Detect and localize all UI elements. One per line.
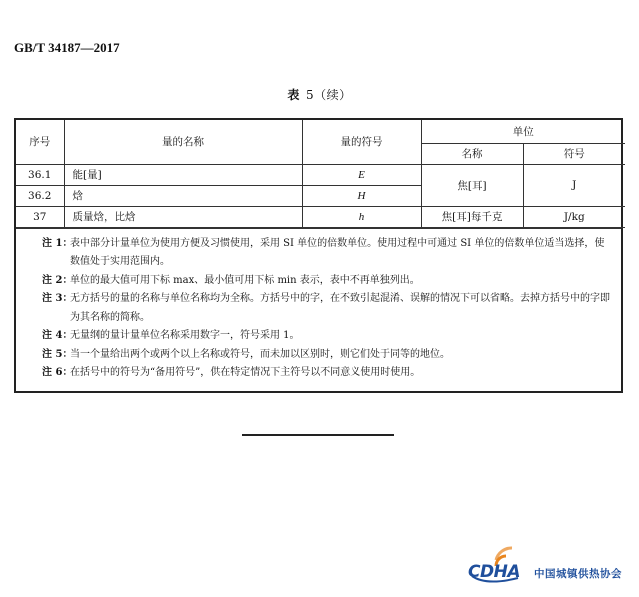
header-unit-symbol: 符号 <box>523 143 625 164</box>
note-item <box>42 290 611 327</box>
row-seq: 37 <box>16 206 64 227</box>
table-row <box>16 206 625 227</box>
row-name: 能[量] <box>64 164 302 185</box>
note-text: 当一个量给出两个或两个以上名称或符号，而未加以区别时，则它们处于同等的地位。 <box>70 348 450 360</box>
note-text: 无量纲的量计量单位名称采用数字一，符号采用 1。 <box>70 330 300 341</box>
note-text: 在括号中的符号为“备用符号”，供在特定情况下主符号以不同意义使用时使用。 <box>70 367 421 378</box>
row-unit-name: 焦[耳]每千克 <box>421 206 523 227</box>
standard-code: GB/T 34187—2017 <box>14 40 120 55</box>
table-caption <box>0 86 639 103</box>
note-label: 注 2： <box>42 274 73 286</box>
row-seq: 36.2 <box>16 185 64 206</box>
note-item <box>42 235 611 272</box>
merged-unit-name: 焦[耳] <box>421 164 523 206</box>
caption-label: 表 <box>287 88 300 102</box>
row-symbol: E <box>302 164 421 185</box>
row-symbol: H <box>302 185 421 206</box>
header-quantity-symbol: 量的符号 <box>302 120 421 164</box>
note-label: 注 4： <box>42 330 73 341</box>
note-item <box>42 327 611 346</box>
units-table <box>14 118 623 393</box>
table-row <box>16 164 625 185</box>
note-label: 注 3： <box>42 293 73 304</box>
merged-unit-symbol: J <box>523 164 625 206</box>
row-symbol: h <box>302 206 421 227</box>
row-unit-symbol: J/kg <box>523 206 625 227</box>
row-seq: 36.1 <box>16 164 64 185</box>
header-quantity-name: 量的名称 <box>64 120 302 164</box>
note-text: 表中部分计量单位为使用方便及习惯使用，采用 SI 单位的倍数单位。使用过程中可通过 SI 单位的倍数单位适当选择，使数值处于实用范围内。 <box>70 237 605 267</box>
note-item <box>42 364 611 383</box>
cdha-logo <box>466 546 626 590</box>
end-divider <box>242 434 394 436</box>
note-text: 无方括号的量的名称与单位名称均为全称。方括号中的字，在不致引起混淆、误解的情况下可以省略。去掉方括号中的字即为其名称的简称。 <box>70 293 610 323</box>
note-label: 注 1： <box>42 237 73 249</box>
note-text: 单位的最大值可用下标 max、最小值可用下标 min 表示，表中不再单独列出。 <box>70 274 420 286</box>
note-item <box>42 346 611 365</box>
header-unit: 单位 <box>421 120 625 143</box>
logo-mark: CDHA <box>468 562 520 582</box>
header-seq: 序号 <box>16 120 64 164</box>
table-notes <box>16 228 621 391</box>
row-name: 质量焓，比焓 <box>64 206 302 227</box>
caption-text: 5（续） <box>305 88 352 102</box>
header-unit-name: 名称 <box>421 143 523 164</box>
logo-org-name: 中国城镇供热协会 <box>534 568 622 580</box>
note-label: 注 6： <box>42 367 73 378</box>
note-item <box>42 272 611 291</box>
row-name: 焓 <box>64 185 302 206</box>
note-label: 注 5： <box>42 348 73 360</box>
